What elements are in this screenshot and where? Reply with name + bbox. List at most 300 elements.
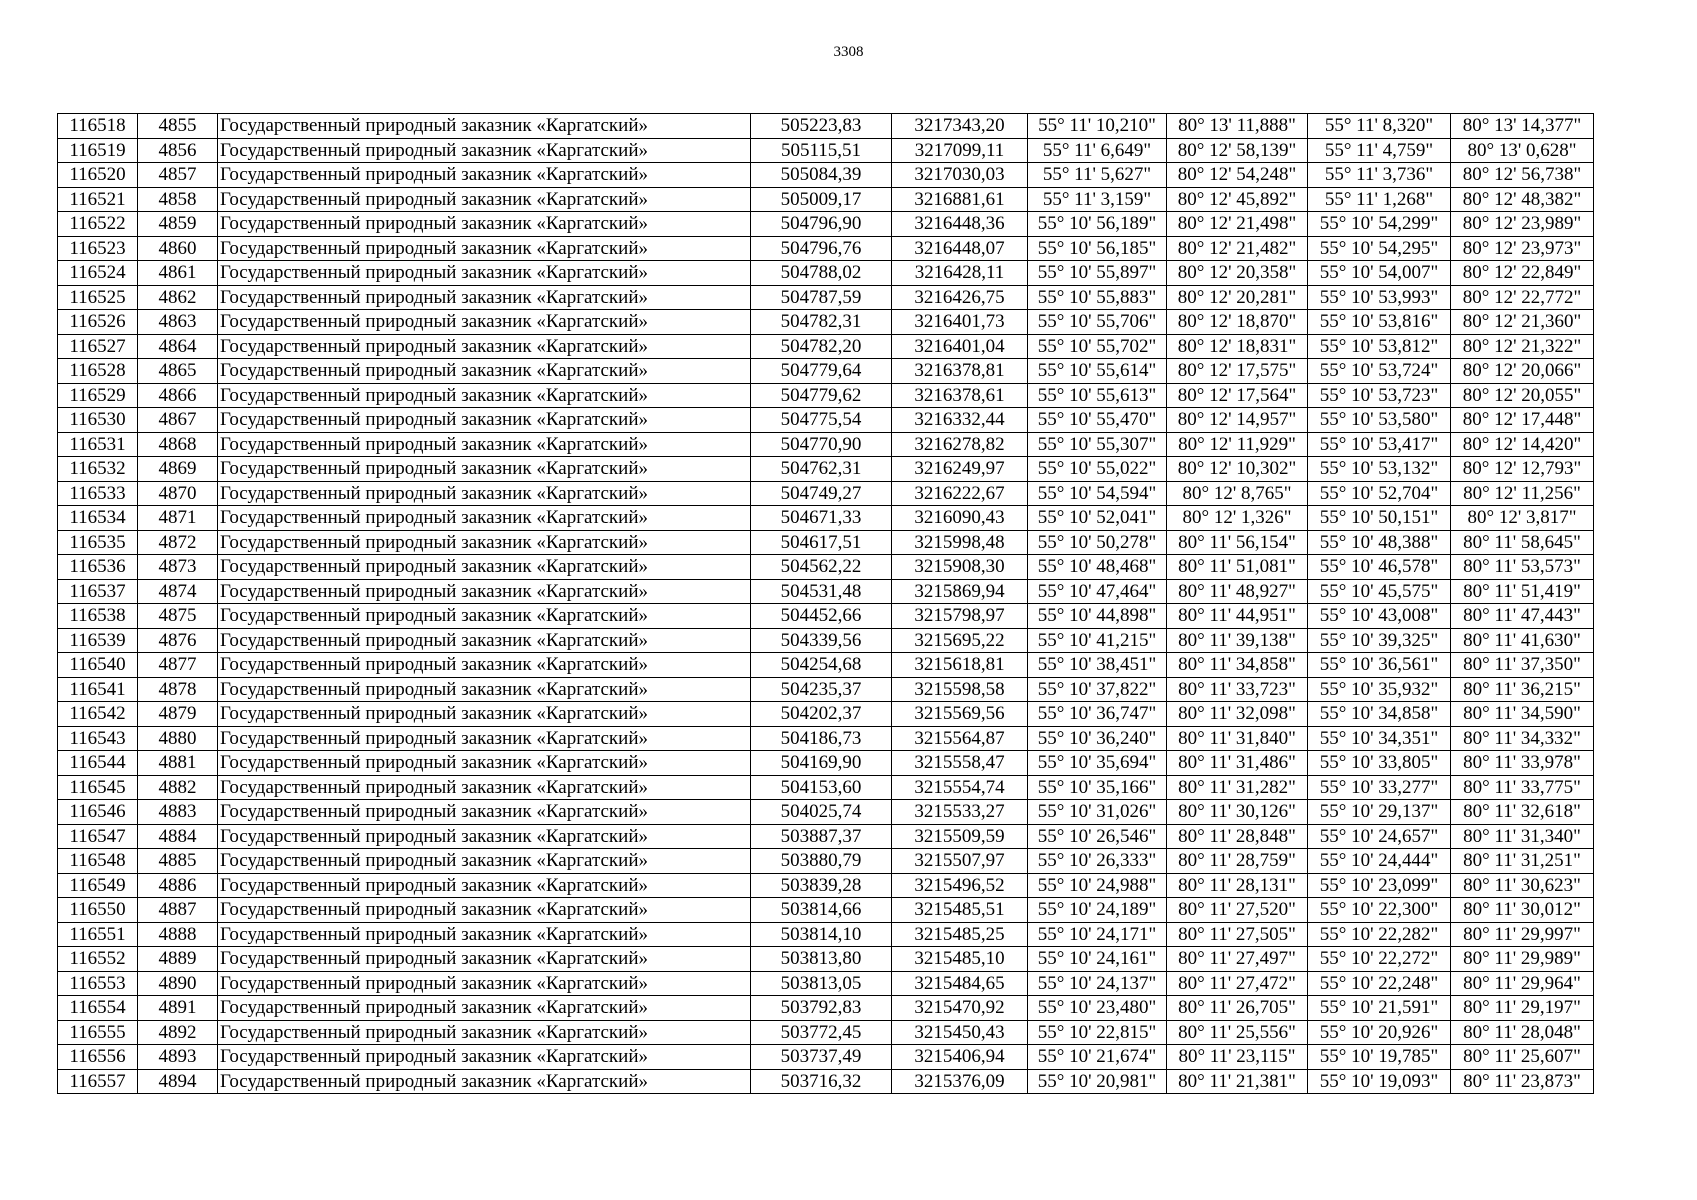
table-row (58, 1020, 1594, 1045)
cell-latitude-1: 55° 10' 52,041" (1028, 506, 1167, 531)
cell-longitude-1: 80° 11' 30,126" (1167, 800, 1308, 825)
cell-point-number: 4887 (138, 898, 218, 923)
table-row (58, 212, 1594, 237)
cell-row-id: 116537 (58, 579, 138, 604)
cell-latitude-2: 55° 10' 19,785" (1308, 1045, 1451, 1070)
cell-latitude-1: 55° 10' 24,988" (1028, 873, 1167, 898)
cell-coord-y: 3215376,09 (892, 1069, 1028, 1094)
cell-row-id: 116525 (58, 285, 138, 310)
cell-object-name: Государственный природный заказник «Каргатский» (218, 579, 751, 604)
cell-longitude-2: 80° 12' 17,448" (1451, 408, 1594, 433)
cell-row-id: 116541 (58, 677, 138, 702)
cell-coord-x: 505115,51 (751, 138, 892, 163)
cell-longitude-2: 80° 13' 0,628" (1451, 138, 1594, 163)
cell-longitude-2: 80° 12' 48,382" (1451, 187, 1594, 212)
table-row (58, 947, 1594, 972)
cell-longitude-2: 80° 11' 51,419" (1451, 579, 1594, 604)
cell-object-name: Государственный природный заказник «Каргатский» (218, 334, 751, 359)
cell-latitude-1: 55° 10' 26,546" (1028, 824, 1167, 849)
cell-coord-y: 3216448,07 (892, 236, 1028, 261)
cell-latitude-2: 55° 10' 53,812" (1308, 334, 1451, 359)
cell-coord-y: 3215569,56 (892, 702, 1028, 727)
cell-row-id: 116547 (58, 824, 138, 849)
cell-coord-x: 504779,64 (751, 359, 892, 384)
cell-latitude-1: 55° 11' 6,649" (1028, 138, 1167, 163)
cell-object-name: Государственный природный заказник «Каргатский» (218, 971, 751, 996)
cell-latitude-2: 55° 10' 33,277" (1308, 775, 1451, 800)
table-row (58, 849, 1594, 874)
cell-coord-x: 504617,51 (751, 530, 892, 555)
cell-latitude-1: 55° 10' 23,480" (1028, 996, 1167, 1021)
cell-coord-x: 503813,80 (751, 947, 892, 972)
cell-coord-y: 3215509,59 (892, 824, 1028, 849)
cell-longitude-2: 80° 12' 12,793" (1451, 457, 1594, 482)
cell-longitude-1: 80° 11' 34,858" (1167, 653, 1308, 678)
cell-row-id: 116536 (58, 555, 138, 580)
cell-coord-y: 3215485,10 (892, 947, 1028, 972)
cell-coord-y: 3216401,04 (892, 334, 1028, 359)
cell-point-number: 4875 (138, 604, 218, 629)
cell-object-name: Государственный природный заказник «Каргатский» (218, 947, 751, 972)
cell-longitude-2: 80° 11' 29,197" (1451, 996, 1594, 1021)
cell-longitude-1: 80° 12' 17,575" (1167, 359, 1308, 384)
cell-point-number: 4890 (138, 971, 218, 996)
cell-longitude-2: 80° 12' 3,817" (1451, 506, 1594, 531)
cell-point-number: 4863 (138, 310, 218, 335)
cell-coord-x: 504787,59 (751, 285, 892, 310)
cell-point-number: 4877 (138, 653, 218, 678)
cell-object-name: Государственный природный заказник «Каргатский» (218, 212, 751, 237)
cell-coord-y: 3215798,97 (892, 604, 1028, 629)
cell-latitude-2: 55° 10' 34,858" (1308, 702, 1451, 727)
cell-point-number: 4873 (138, 555, 218, 580)
cell-point-number: 4861 (138, 261, 218, 286)
cell-latitude-1: 55° 10' 35,694" (1028, 751, 1167, 776)
cell-coord-y: 3216448,36 (892, 212, 1028, 237)
cell-object-name: Государственный природный заказник «Каргатский» (218, 383, 751, 408)
cell-row-id: 116543 (58, 726, 138, 751)
cell-coord-x: 503887,37 (751, 824, 892, 849)
table-row (58, 310, 1594, 335)
cell-row-id: 116534 (58, 506, 138, 531)
cell-coord-x: 504770,90 (751, 432, 892, 457)
cell-longitude-2: 80° 11' 53,573" (1451, 555, 1594, 580)
cell-longitude-2: 80° 12' 20,055" (1451, 383, 1594, 408)
table-row (58, 800, 1594, 825)
cell-longitude-2: 80° 11' 37,350" (1451, 653, 1594, 678)
cell-coord-y: 3215485,51 (892, 898, 1028, 923)
cell-point-number: 4879 (138, 702, 218, 727)
cell-longitude-1: 80° 11' 56,154" (1167, 530, 1308, 555)
table-row (58, 653, 1594, 678)
cell-latitude-2: 55° 10' 22,248" (1308, 971, 1451, 996)
cell-latitude-1: 55° 10' 55,022" (1028, 457, 1167, 482)
cell-latitude-1: 55° 10' 31,026" (1028, 800, 1167, 825)
cell-object-name: Государственный природный заказник «Каргатский» (218, 849, 751, 874)
cell-longitude-1: 80° 11' 48,927" (1167, 579, 1308, 604)
cell-coord-y: 3216378,81 (892, 359, 1028, 384)
cell-object-name: Государственный природный заказник «Каргатский» (218, 555, 751, 580)
cell-latitude-2: 55° 11' 8,320" (1308, 114, 1451, 139)
cell-point-number: 4859 (138, 212, 218, 237)
cell-point-number: 4888 (138, 922, 218, 947)
table-row (58, 261, 1594, 286)
cell-point-number: 4868 (138, 432, 218, 457)
cell-row-id: 116551 (58, 922, 138, 947)
cell-row-id: 116555 (58, 1020, 138, 1045)
cell-latitude-1: 55° 11' 5,627" (1028, 163, 1167, 188)
cell-row-id: 116522 (58, 212, 138, 237)
table-row (58, 579, 1594, 604)
cell-object-name: Государственный природный заказник «Каргатский» (218, 187, 751, 212)
cell-latitude-1: 55° 10' 24,189" (1028, 898, 1167, 923)
cell-row-id: 116526 (58, 310, 138, 335)
cell-coord-y: 3215598,58 (892, 677, 1028, 702)
table-row (58, 604, 1594, 629)
cell-latitude-1: 55° 11' 10,210" (1028, 114, 1167, 139)
cell-coord-x: 504779,62 (751, 383, 892, 408)
cell-row-id: 116520 (58, 163, 138, 188)
cell-latitude-1: 55° 10' 55,897" (1028, 261, 1167, 286)
table-row (58, 530, 1594, 555)
cell-longitude-2: 80° 12' 20,066" (1451, 359, 1594, 384)
cell-longitude-2: 80° 12' 14,420" (1451, 432, 1594, 457)
table-row (58, 922, 1594, 947)
cell-point-number: 4876 (138, 628, 218, 653)
cell-latitude-1: 55° 10' 20,981" (1028, 1069, 1167, 1094)
cell-latitude-1: 55° 11' 3,159" (1028, 187, 1167, 212)
cell-latitude-2: 55° 10' 20,926" (1308, 1020, 1451, 1045)
cell-latitude-2: 55° 10' 33,805" (1308, 751, 1451, 776)
cell-latitude-1: 55° 10' 35,166" (1028, 775, 1167, 800)
cell-coord-x: 504671,33 (751, 506, 892, 531)
cell-coord-x: 504788,02 (751, 261, 892, 286)
cell-row-id: 116554 (58, 996, 138, 1021)
cell-row-id: 116538 (58, 604, 138, 629)
cell-longitude-2: 80° 12' 22,849" (1451, 261, 1594, 286)
cell-coord-y: 3217099,11 (892, 138, 1028, 163)
cell-latitude-2: 55° 10' 53,132" (1308, 457, 1451, 482)
cell-object-name: Государственный природный заказник «Каргатский» (218, 163, 751, 188)
table-row (58, 702, 1594, 727)
cell-coord-x: 504749,27 (751, 481, 892, 506)
cell-coord-x: 504169,90 (751, 751, 892, 776)
cell-object-name: Государственный природный заказник «Каргатский» (218, 138, 751, 163)
cell-latitude-2: 55° 10' 34,351" (1308, 726, 1451, 751)
cell-row-id: 116521 (58, 187, 138, 212)
cell-latitude-2: 55° 10' 22,272" (1308, 947, 1451, 972)
cell-longitude-1: 80° 12' 14,957" (1167, 408, 1308, 433)
cell-longitude-2: 80° 11' 29,989" (1451, 947, 1594, 972)
cell-point-number: 4858 (138, 187, 218, 212)
cell-point-number: 4894 (138, 1069, 218, 1094)
cell-latitude-2: 55° 10' 24,657" (1308, 824, 1451, 849)
cell-coord-y: 3215564,87 (892, 726, 1028, 751)
cell-point-number: 4856 (138, 138, 218, 163)
cell-point-number: 4892 (138, 1020, 218, 1045)
cell-latitude-1: 55° 10' 50,278" (1028, 530, 1167, 555)
cell-point-number: 4870 (138, 481, 218, 506)
cell-longitude-2: 80° 13' 14,377" (1451, 114, 1594, 139)
cell-coord-y: 3215450,43 (892, 1020, 1028, 1045)
cell-coord-y: 3215618,81 (892, 653, 1028, 678)
table-row (58, 677, 1594, 702)
cell-longitude-2: 80° 12' 21,322" (1451, 334, 1594, 359)
cell-longitude-1: 80° 11' 28,848" (1167, 824, 1308, 849)
cell-coord-x: 503792,83 (751, 996, 892, 1021)
cell-object-name: Государственный природный заказник «Каргатский» (218, 898, 751, 923)
cell-longitude-2: 80° 12' 21,360" (1451, 310, 1594, 335)
cell-object-name: Государственный природный заказник «Каргатский» (218, 310, 751, 335)
cell-coord-y: 3215554,74 (892, 775, 1028, 800)
cell-longitude-1: 80° 11' 31,486" (1167, 751, 1308, 776)
cell-longitude-1: 80° 11' 31,282" (1167, 775, 1308, 800)
cell-point-number: 4872 (138, 530, 218, 555)
cell-coord-y: 3216222,67 (892, 481, 1028, 506)
cell-object-name: Государственный природный заказник «Каргатский» (218, 432, 751, 457)
table-row (58, 432, 1594, 457)
cell-coord-x: 503737,49 (751, 1045, 892, 1070)
cell-coord-y: 3216428,11 (892, 261, 1028, 286)
cell-latitude-2: 55° 10' 53,816" (1308, 310, 1451, 335)
cell-longitude-2: 80° 11' 32,618" (1451, 800, 1594, 825)
table-row (58, 163, 1594, 188)
table-row (58, 873, 1594, 898)
cell-longitude-1: 80° 11' 28,759" (1167, 849, 1308, 874)
cell-object-name: Государственный природный заказник «Каргатский» (218, 653, 751, 678)
cell-coord-x: 504775,54 (751, 408, 892, 433)
cell-coord-x: 504762,31 (751, 457, 892, 482)
cell-latitude-1: 55° 10' 48,468" (1028, 555, 1167, 580)
cell-coord-y: 3215908,30 (892, 555, 1028, 580)
cell-coord-y: 3215869,94 (892, 579, 1028, 604)
cell-coord-x: 505223,83 (751, 114, 892, 139)
cell-longitude-1: 80° 12' 18,831" (1167, 334, 1308, 359)
cell-longitude-1: 80° 11' 33,723" (1167, 677, 1308, 702)
cell-row-id: 116531 (58, 432, 138, 457)
cell-coord-y: 3216881,61 (892, 187, 1028, 212)
cell-longitude-2: 80° 11' 31,340" (1451, 824, 1594, 849)
cell-coord-y: 3216090,43 (892, 506, 1028, 531)
cell-point-number: 4869 (138, 457, 218, 482)
cell-latitude-2: 55° 10' 35,932" (1308, 677, 1451, 702)
cell-longitude-1: 80° 11' 51,081" (1167, 555, 1308, 580)
cell-point-number: 4857 (138, 163, 218, 188)
cell-longitude-1: 80° 12' 20,358" (1167, 261, 1308, 286)
table-row (58, 457, 1594, 482)
cell-latitude-2: 55° 10' 45,575" (1308, 579, 1451, 604)
cell-object-name: Государственный природный заказник «Каргатский» (218, 114, 751, 139)
cell-row-id: 116533 (58, 481, 138, 506)
cell-point-number: 4883 (138, 800, 218, 825)
cell-coord-y: 3216332,44 (892, 408, 1028, 433)
cell-row-id: 116548 (58, 849, 138, 874)
cell-row-id: 116549 (58, 873, 138, 898)
cell-coord-y: 3216249,97 (892, 457, 1028, 482)
cell-longitude-1: 80° 11' 31,840" (1167, 726, 1308, 751)
cell-latitude-2: 55° 10' 54,295" (1308, 236, 1451, 261)
cell-object-name: Государственный природный заказник «Каргатский» (218, 359, 751, 384)
cell-row-id: 116528 (58, 359, 138, 384)
cell-row-id: 116540 (58, 653, 138, 678)
cell-coord-x: 504235,37 (751, 677, 892, 702)
cell-row-id: 116539 (58, 628, 138, 653)
table-row (58, 334, 1594, 359)
cell-object-name: Государственный природный заказник «Каргатский» (218, 604, 751, 629)
cell-longitude-1: 80° 12' 17,564" (1167, 383, 1308, 408)
table-body (58, 114, 1594, 1094)
cell-object-name: Государственный природный заказник «Каргатский» (218, 236, 751, 261)
cell-latitude-2: 55° 10' 50,151" (1308, 506, 1451, 531)
cell-row-id: 116550 (58, 898, 138, 923)
cell-coord-y: 3215507,97 (892, 849, 1028, 874)
cell-coord-x: 503814,66 (751, 898, 892, 923)
cell-point-number: 4871 (138, 506, 218, 531)
cell-latitude-2: 55° 10' 48,388" (1308, 530, 1451, 555)
cell-coord-x: 505009,17 (751, 187, 892, 212)
cell-row-id: 116556 (58, 1045, 138, 1070)
cell-row-id: 116518 (58, 114, 138, 139)
cell-longitude-2: 80° 11' 36,215" (1451, 677, 1594, 702)
cell-latitude-1: 55° 10' 55,614" (1028, 359, 1167, 384)
cell-object-name: Государственный природный заказник «Каргатский» (218, 481, 751, 506)
cell-latitude-2: 55° 10' 39,325" (1308, 628, 1451, 653)
page-number: 3308 (833, 44, 864, 60)
cell-latitude-2: 55° 10' 19,093" (1308, 1069, 1451, 1094)
cell-longitude-1: 80° 11' 27,497" (1167, 947, 1308, 972)
cell-row-id: 116553 (58, 971, 138, 996)
cell-latitude-1: 55° 10' 47,464" (1028, 579, 1167, 604)
cell-latitude-2: 55° 10' 21,591" (1308, 996, 1451, 1021)
table-row (58, 824, 1594, 849)
cell-point-number: 4893 (138, 1045, 218, 1070)
cell-latitude-1: 55° 10' 55,883" (1028, 285, 1167, 310)
cell-longitude-2: 80° 11' 58,645" (1451, 530, 1594, 555)
cell-point-number: 4855 (138, 114, 218, 139)
table-row (58, 555, 1594, 580)
cell-longitude-1: 80° 11' 25,556" (1167, 1020, 1308, 1045)
cell-object-name: Государственный природный заказник «Каргатский» (218, 1069, 751, 1094)
cell-latitude-1: 55° 10' 41,215" (1028, 628, 1167, 653)
cell-coord-x: 504531,48 (751, 579, 892, 604)
cell-longitude-1: 80° 11' 44,951" (1167, 604, 1308, 629)
cell-point-number: 4885 (138, 849, 218, 874)
cell-latitude-2: 55° 10' 22,282" (1308, 922, 1451, 947)
table-row (58, 996, 1594, 1021)
cell-longitude-2: 80° 11' 23,873" (1451, 1069, 1594, 1094)
cell-latitude-2: 55° 11' 4,759" (1308, 138, 1451, 163)
cell-point-number: 4882 (138, 775, 218, 800)
cell-object-name: Государственный природный заказник «Каргатский» (218, 702, 751, 727)
cell-latitude-2: 55° 10' 23,099" (1308, 873, 1451, 898)
cell-point-number: 4860 (138, 236, 218, 261)
cell-longitude-1: 80° 11' 27,472" (1167, 971, 1308, 996)
table-row (58, 285, 1594, 310)
cell-row-id: 116530 (58, 408, 138, 433)
cell-latitude-2: 55° 10' 54,007" (1308, 261, 1451, 286)
cell-point-number: 4880 (138, 726, 218, 751)
cell-coord-x: 505084,39 (751, 163, 892, 188)
cell-object-name: Государственный природный заказник «Каргатский» (218, 457, 751, 482)
cell-row-id: 116524 (58, 261, 138, 286)
cell-longitude-1: 80° 11' 21,381" (1167, 1069, 1308, 1094)
cell-latitude-1: 55° 10' 24,161" (1028, 947, 1167, 972)
cell-object-name: Государственный природный заказник «Каргатский» (218, 922, 751, 947)
cell-coord-x: 503880,79 (751, 849, 892, 874)
cell-point-number: 4867 (138, 408, 218, 433)
cell-latitude-2: 55° 10' 53,417" (1308, 432, 1451, 457)
cell-coord-x: 504796,76 (751, 236, 892, 261)
cell-latitude-1: 55° 10' 24,137" (1028, 971, 1167, 996)
cell-longitude-2: 80° 12' 23,989" (1451, 212, 1594, 237)
cell-row-id: 116535 (58, 530, 138, 555)
cell-coord-x: 504562,22 (751, 555, 892, 580)
cell-longitude-1: 80° 12' 54,248" (1167, 163, 1308, 188)
cell-longitude-2: 80° 12' 11,256" (1451, 481, 1594, 506)
cell-latitude-2: 55° 10' 54,299" (1308, 212, 1451, 237)
cell-coord-x: 504153,60 (751, 775, 892, 800)
table-row (58, 359, 1594, 384)
cell-coord-y: 3215558,47 (892, 751, 1028, 776)
cell-latitude-1: 55° 10' 44,898" (1028, 604, 1167, 629)
cell-row-id: 116557 (58, 1069, 138, 1094)
cell-longitude-2: 80° 12' 56,738" (1451, 163, 1594, 188)
cell-coord-y: 3217343,20 (892, 114, 1028, 139)
cell-point-number: 4886 (138, 873, 218, 898)
cell-coord-x: 504202,37 (751, 702, 892, 727)
cell-longitude-1: 80° 12' 58,139" (1167, 138, 1308, 163)
cell-latitude-2: 55° 10' 46,578" (1308, 555, 1451, 580)
cell-object-name: Государственный природный заказник «Каргатский» (218, 628, 751, 653)
table-row (58, 726, 1594, 751)
cell-longitude-1: 80° 12' 20,281" (1167, 285, 1308, 310)
cell-point-number: 4874 (138, 579, 218, 604)
cell-row-id: 116545 (58, 775, 138, 800)
cell-latitude-2: 55° 10' 52,704" (1308, 481, 1451, 506)
cell-row-id: 116527 (58, 334, 138, 359)
cell-latitude-2: 55° 10' 53,580" (1308, 408, 1451, 433)
cell-row-id: 116523 (58, 236, 138, 261)
table-row (58, 971, 1594, 996)
cell-longitude-2: 80° 11' 30,623" (1451, 873, 1594, 898)
cell-row-id: 116544 (58, 751, 138, 776)
cell-latitude-1: 55° 10' 55,613" (1028, 383, 1167, 408)
cell-longitude-2: 80° 11' 29,997" (1451, 922, 1594, 947)
cell-coord-y: 3215406,94 (892, 1045, 1028, 1070)
cell-object-name: Государственный природный заказник «Каргатский» (218, 506, 751, 531)
cell-latitude-1: 55° 10' 21,674" (1028, 1045, 1167, 1070)
cell-longitude-1: 80° 12' 8,765" (1167, 481, 1308, 506)
cell-latitude-1: 55° 10' 36,240" (1028, 726, 1167, 751)
cell-point-number: 4884 (138, 824, 218, 849)
cell-longitude-1: 80° 12' 1,326" (1167, 506, 1308, 531)
cell-latitude-1: 55° 10' 24,171" (1028, 922, 1167, 947)
cell-latitude-2: 55° 10' 24,444" (1308, 849, 1451, 874)
table-row (58, 506, 1594, 531)
cell-latitude-2: 55° 11' 1,268" (1308, 187, 1451, 212)
cell-longitude-1: 80° 11' 39,138" (1167, 628, 1308, 653)
cell-longitude-1: 80° 12' 21,498" (1167, 212, 1308, 237)
cell-longitude-2: 80° 11' 30,012" (1451, 898, 1594, 923)
cell-coord-x: 504782,31 (751, 310, 892, 335)
cell-object-name: Государственный природный заказник «Каргатский» (218, 408, 751, 433)
cell-latitude-1: 55° 10' 55,307" (1028, 432, 1167, 457)
cell-object-name: Государственный природный заказник «Каргатский» (218, 1020, 751, 1045)
cell-object-name: Государственный природный заказник «Каргатский» (218, 751, 751, 776)
cell-point-number: 4889 (138, 947, 218, 972)
cell-row-id: 116519 (58, 138, 138, 163)
cell-coord-y: 3216278,82 (892, 432, 1028, 457)
